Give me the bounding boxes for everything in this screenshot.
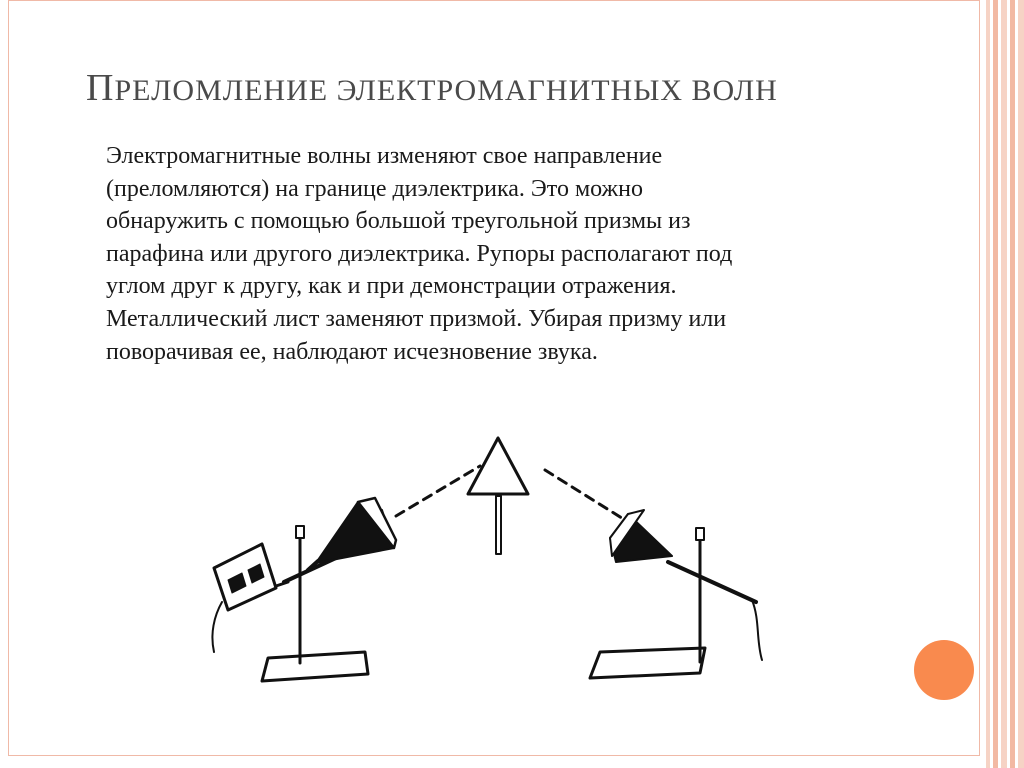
slide-title-rest: РЕЛОМЛЕНИЕ ЭЛЕКТРОМАГНИТНЫХ ВОЛН: [114, 74, 778, 107]
body-line: обнаружить с помощью большой треугольной призмы из: [106, 208, 691, 235]
decor-stripe-1: [986, 0, 990, 768]
body-line: Электромагнитные волны изменяют свое направление: [106, 143, 663, 169]
body-line: парафина или другого диэлектрика. Рупоры располагают под: [106, 240, 733, 267]
prism-icon: [468, 438, 528, 554]
emitter-horn-icon: [308, 498, 396, 570]
decor-stripe-4: [1010, 0, 1015, 768]
generator-box-icon: [212, 544, 288, 652]
body-line: Металлический лист заменяют призмой. Убирая призму или: [106, 305, 727, 332]
receiver-horn-icon: [610, 510, 762, 660]
body-line: поворачивая ее, наблюдают исчезновение звука.: [106, 338, 598, 365]
slide-title: [86, 66, 778, 113]
experiment-illustration: [200, 430, 770, 695]
decor-stripe-2: [993, 0, 998, 768]
body-line: углом друг к другу, как и при демонстрации отражения.: [106, 273, 677, 300]
body-line: (преломляются) на границе диэлектрика. Это можно: [106, 175, 643, 202]
slide-title-initial: П: [86, 67, 115, 109]
decor-stripe-5: [1018, 0, 1024, 768]
decor-circle: [914, 640, 974, 700]
decor-stripe-3: [1001, 0, 1007, 768]
slide-body: [106, 140, 936, 368]
